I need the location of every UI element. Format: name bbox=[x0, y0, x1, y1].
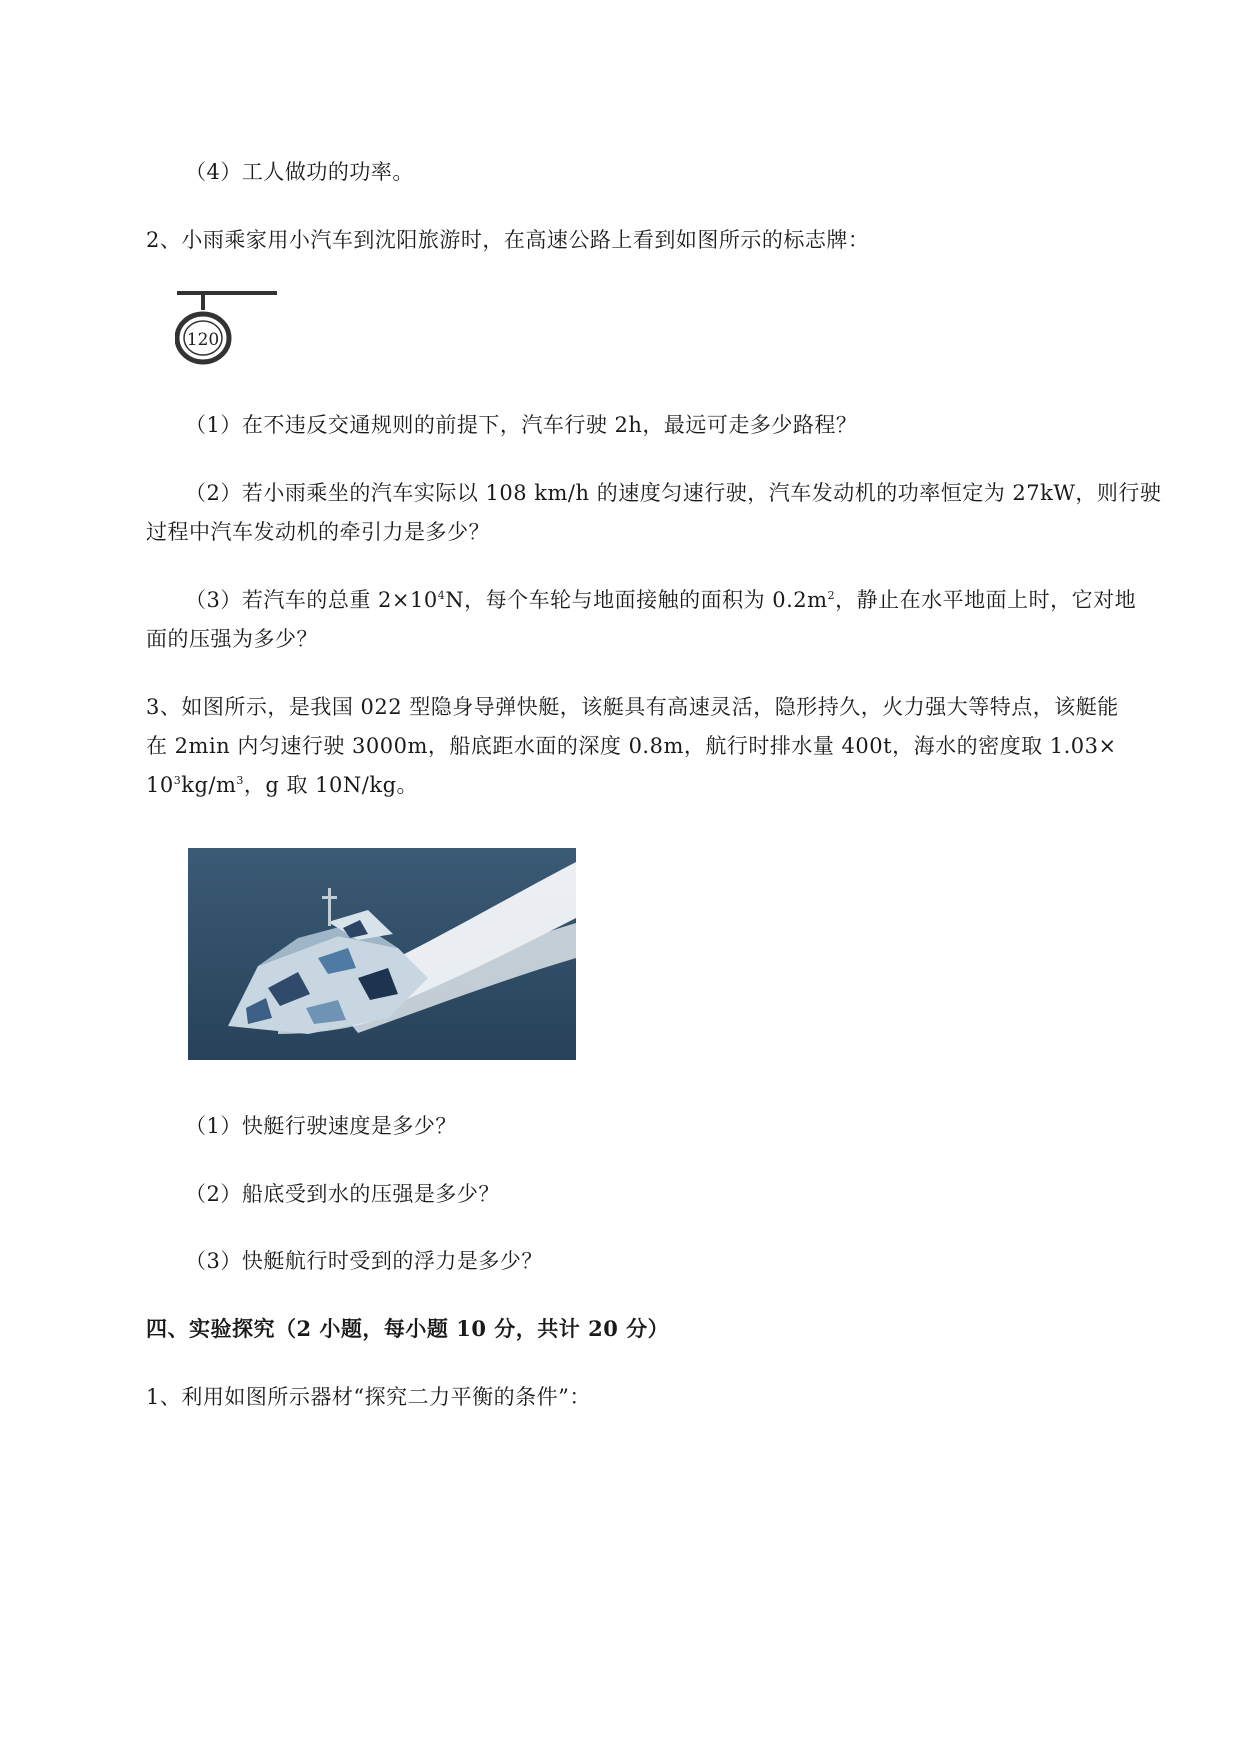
question-3-part-2: （2）船底受到水的压强是多少？ bbox=[185, 1182, 500, 1206]
question-3-stem-line-2: 在 2min 内匀速行驶 3000m，船底距水面的深度 0.8m，航行时排水量 400t，海水的密度取 1.03× bbox=[146, 734, 1117, 758]
speed-limit-sign-image bbox=[175, 285, 285, 365]
q3-text-b: kg/m bbox=[181, 773, 237, 797]
q3-text-c: ，g 取 10N/kg。 bbox=[243, 773, 419, 797]
stealth-missile-boat-photo bbox=[188, 848, 576, 1060]
question-2-part-1: （1）在不违反交通规则的前提下，汽车行驶 2h，最远可走多少路程？ bbox=[185, 413, 858, 437]
question-2-part-2-line-2: 过程中汽车发动机的牵引力是多少？ bbox=[146, 520, 490, 544]
question-3-stem-line-1: 3、如图所示，是我国 022 型隐身导弹快艇，该艇具有高速灵活，隐形持久，火力强大等特点，该艇能 bbox=[146, 695, 1119, 719]
q2-3-exponent-1: 4 bbox=[437, 589, 446, 602]
question-2-stem: 2、小雨乘家用小汽车到沈阳旅游时，在高速公路上看到如图所示的标志牌： bbox=[146, 228, 870, 252]
section-4-question-1: 1、利用如图所示器材“探究二力平衡的条件”： bbox=[146, 1385, 591, 1409]
q3-text-a: 10 bbox=[146, 773, 174, 797]
question-3-part-1: （1）快艇行驶速度是多少？ bbox=[185, 1114, 457, 1138]
section-4-heading: 四、实验探究（2 小题，每小题 10 分，共计 20 分） bbox=[146, 1316, 670, 1341]
question-2-part-3-line-1 bbox=[185, 586, 1136, 614]
question-3-part-3: （3）快艇航行时受到的浮力是多少？ bbox=[185, 1249, 543, 1273]
question-2-part-3-line-2: 面的压强为多少？ bbox=[146, 627, 318, 651]
question-3-stem-line-3 bbox=[146, 771, 418, 799]
q2-3-text-b: N，每个车轮与地面接触的面积为 0.2m bbox=[445, 588, 828, 612]
question-1-part-4: （4）工人做功的功率。 bbox=[185, 160, 414, 184]
speed-limit-value: 120 bbox=[186, 330, 220, 350]
q2-3-exponent-2: 2 bbox=[827, 589, 836, 602]
q3-exponent-2: 3 bbox=[236, 774, 244, 787]
question-2-part-2-line-1: （2）若小雨乘坐的汽车实际以 108 km/h 的速度匀速行驶，汽车发动机的功率恒定为 27kW，则行驶 bbox=[185, 481, 1162, 505]
q2-3-text-c: ，静止在水平地面上时，它对地 bbox=[835, 588, 1137, 612]
q2-3-text-a: （3）若汽车的总重 2×10 bbox=[185, 588, 438, 612]
q3-exponent-1: 3 bbox=[173, 774, 182, 787]
